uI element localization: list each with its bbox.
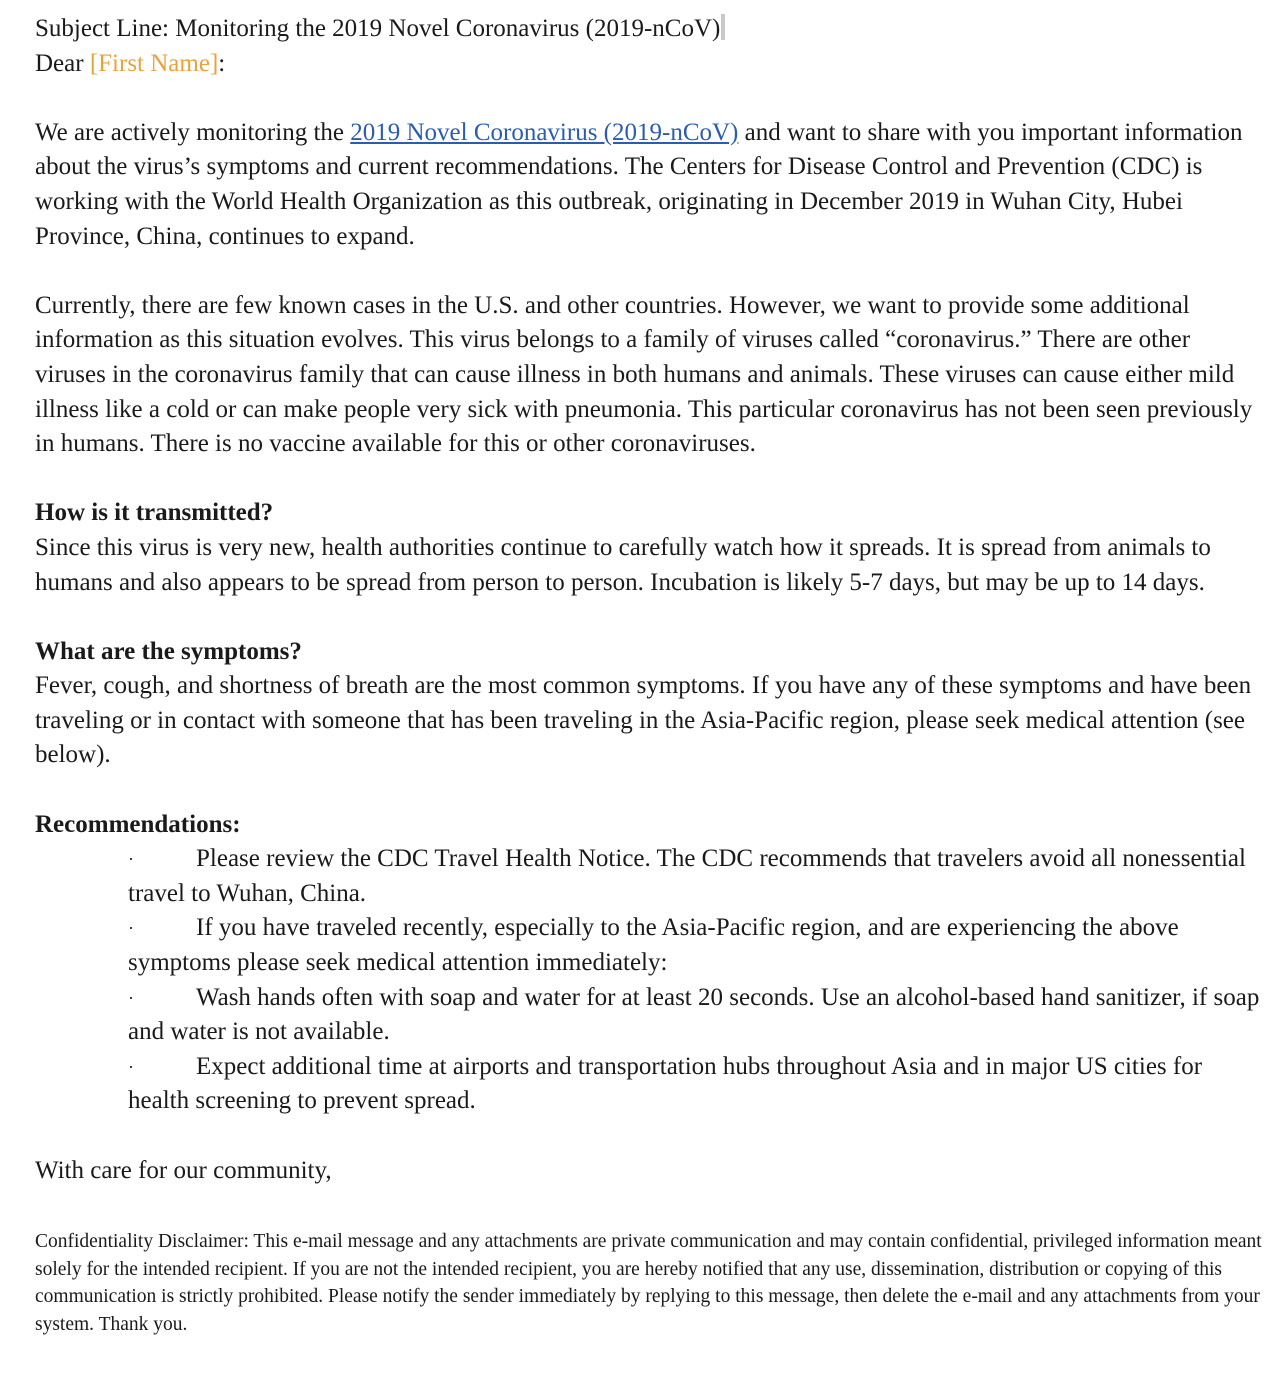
recommendation-item: [35, 842, 1263, 911]
intro-before-link: We are actively monitoring the: [35, 118, 351, 146]
recommendation-text: Expect additional time at airports and transportation hubs throughout Asia and in major US cities for health screening to prevent spread.: [128, 1052, 1203, 1115]
intro-after-link: and want to share with you important information about the virus’s symptoms and current recommendations. The Centers for Disease Control and Prevention (CDC) is working with the World Health Organization as this outbreak, originating in December 2019 in Wuhan City, Hubei Province, China, continues to expand.: [35, 118, 1243, 250]
current-situation-paragraph: Currently, there are few known cases in the U.S. and other countries. However, we want to provide some additional information as this situation evolves. This virus belongs to a family of viruses called “coronavirus.” There are other viruses in the coronavirus family that can cause illness in both humans and animals. These viruses can cause either mild illness like a cold or can make people very sick with pneumonia. This particular coronavirus has not been seen previously in humans. There is no vaccine available for this or other coronaviruses.: [35, 291, 1253, 458]
subject-line: [35, 12, 1263, 47]
symptoms-heading: What are the symptoms?: [35, 637, 302, 665]
email-body: [35, 12, 1263, 1338]
transmission-paragraph: Since this virus is very new, health authorities continue to carefully watch how it spreads. It is spread from animals to humans and also appears to be spread from person to person. Incubation is likely 5-7 days, but may be up to 14 days.: [35, 533, 1211, 596]
bullet-glyph: ·: [128, 987, 134, 1008]
bullet-glyph: ·: [128, 849, 134, 870]
confidentiality-disclaimer: Confidentiality Disclaimer: This e-mail message and any attachments are private communication and may contain confidential, privileged information meant solely for the intended recipient. If you are not the intended recipient, you are hereby notified that any use, dissemination, distribution or copying of this communication is strictly prohibited. Please notify the sender immediately by replying to this message, then delete the e-mail and any attachments from your system. Thank you.: [35, 1231, 1262, 1335]
recommendation-item: [35, 1050, 1263, 1119]
recommendations-list: [35, 842, 1263, 1119]
greeting-prefix: Dear: [35, 49, 90, 77]
transmission-heading: How is it transmitted?: [35, 499, 274, 527]
recommendation-text: If you have traveled recently, especially to the Asia-Pacific region, and are experiencing the above symptoms please seek medical attention immediately:: [128, 914, 1179, 977]
recommendation-item: [35, 911, 1263, 980]
symptoms-paragraph: Fever, cough, and shortness of breath are the most common symptoms. If you have any of these symptoms and have been traveling or in contact with someone that has been traveling in the Asia-Pacific region, please seek medical attention (see below).: [35, 672, 1252, 769]
subject-line-text: Subject Line: Monitoring the 2019 Novel Coronavirus (2019-nCoV): [35, 15, 721, 42]
recommendations-heading: Recommendations:: [35, 810, 241, 838]
bullet-glyph: ·: [128, 1056, 134, 1077]
first-name-placeholder: [First Name]: [89, 49, 219, 77]
closing-line: With care for our community,: [35, 1156, 332, 1184]
recommendation-text: Please review the CDC Travel Health Notice. The CDC recommends that travelers avoid all nonessential travel to Wuhan, China.: [128, 845, 1246, 907]
greeting: [35, 47, 1263, 82]
bullet-glyph: ·: [128, 918, 134, 939]
coronavirus-link[interactable]: 2019 Novel Coronavirus (2019-nCoV): [350, 118, 739, 146]
text-cursor: [721, 14, 725, 40]
greeting-suffix: :: [218, 49, 226, 77]
recommendation-item: [35, 981, 1263, 1050]
intro-paragraph: [35, 116, 1263, 254]
recommendation-text: Wash hands often with soap and water for at least 20 seconds. Use an alcohol-based hand sanitizer, if soap and water is not available.: [128, 983, 1260, 1046]
